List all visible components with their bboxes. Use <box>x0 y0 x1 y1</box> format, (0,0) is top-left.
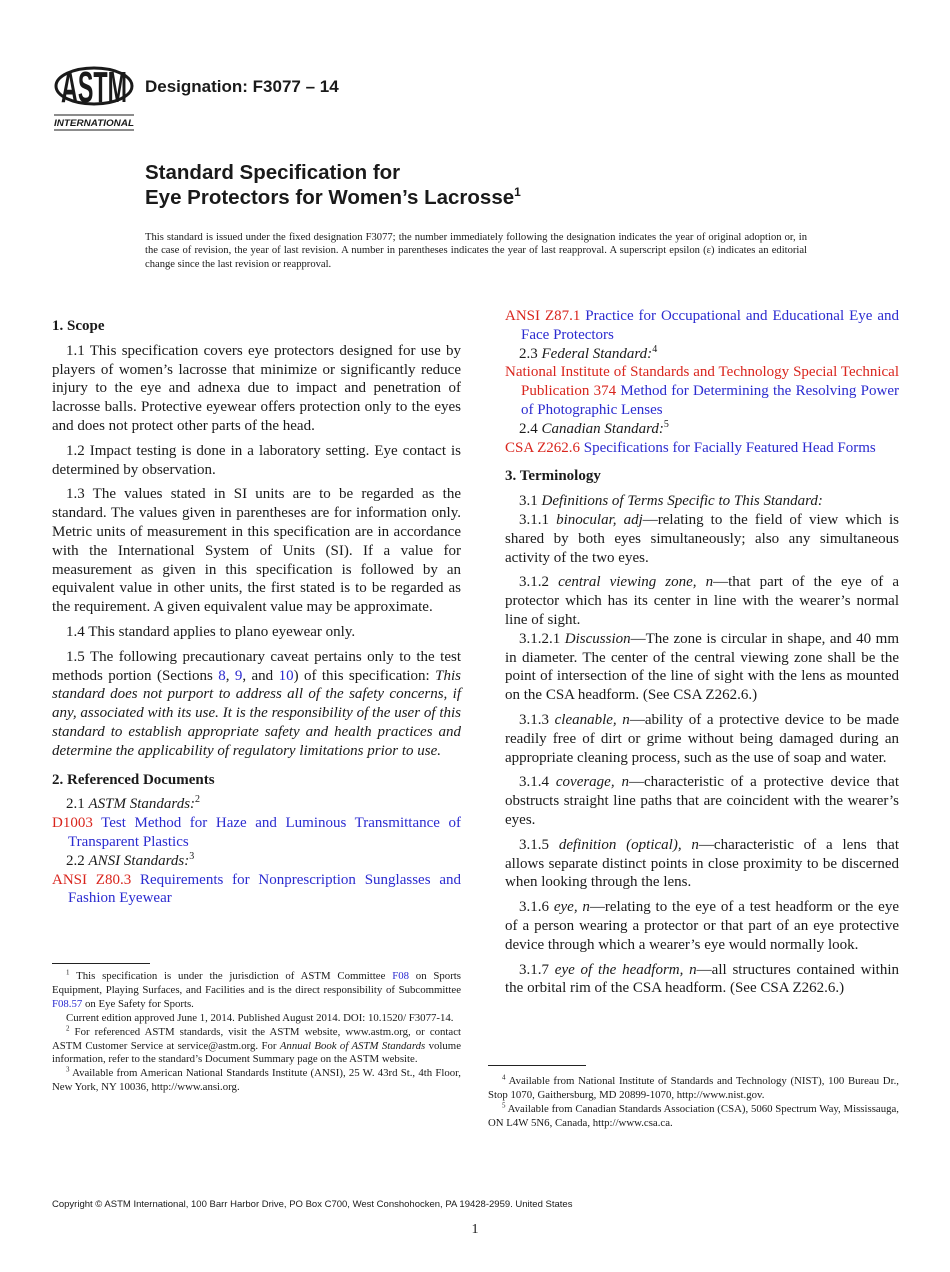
paragraph <box>505 836 899 892</box>
footnote-ref[interactable]: 2 <box>195 794 201 806</box>
text: 1.2 Impact testing is done in a laboratory setting. Eye contact is determined by observation. <box>52 442 461 478</box>
text: definition (optical), n <box>558 836 699 853</box>
text: ANSI Standards: <box>88 852 190 869</box>
text: volume information, refer to the standard’s Document Summary page on the ASTM website. <box>52 1039 461 1066</box>
text: 3.1.1 <box>519 511 557 528</box>
text: —all structures contained within the orbital rim of the CSA headform. (See CSA Z262.6.) <box>505 961 899 997</box>
paragraph <box>52 1026 461 1068</box>
subsection-heading <box>505 345 899 364</box>
section-heading <box>52 317 461 336</box>
footnote-ref[interactable]: 5 <box>663 418 669 430</box>
text: 3.1 <box>519 493 542 510</box>
paragraph <box>52 623 461 642</box>
left-footnotes <box>52 970 461 1095</box>
text: on Eye Safety for Sports. <box>82 997 194 1010</box>
standard-code-link[interactable]: CSA Z262.6 <box>505 439 581 456</box>
svg-text:ASTM: ASTM <box>61 63 127 112</box>
page-number: 1 <box>471 1222 479 1237</box>
text: central viewing zone, n <box>558 574 714 591</box>
right-footnotes <box>488 1075 899 1131</box>
standard-code-link[interactable]: ANSI Z80.3 <box>52 871 132 888</box>
paragraph <box>488 1103 899 1131</box>
right-column <box>505 307 899 1004</box>
text: 1.1 This specification covers eye protectors designed for use by players of women’s lacrosse that minimize or significantly reduce injury to the eye and adnexa due to impact and penetration of lacrosse balls. Protective eyewear offers protection only to the eyes and does not protect other parts of the head. <box>52 342 461 434</box>
paragraph <box>505 898 899 954</box>
footnote-ref[interactable]: 1 <box>66 968 70 977</box>
text: Available from National Institute of Standards and Technology (NIST), 100 Bureau Dr., Stop 1070, Gaithersburg, MD 20899-1070, http://www.nist.gov. <box>488 1075 899 1101</box>
paragraph <box>505 773 899 829</box>
text: , <box>225 667 235 684</box>
section-heading <box>52 771 461 790</box>
link[interactable]: 9 <box>234 667 243 684</box>
astm-logo <box>52 52 136 134</box>
paragraph <box>505 511 899 567</box>
paragraph <box>505 630 899 705</box>
paragraph <box>52 970 461 1012</box>
link[interactable]: Practice for Occupational and Educational Eye and Face Protectors <box>521 308 899 343</box>
subsection-heading <box>52 795 461 814</box>
text: —characteristic of a protective device that obstructs straight line paths that are coincident with the wearer’s eyes. <box>505 774 900 828</box>
text: 1.3 The values stated in SI units are to be regarded as the standard. The values given in parentheses are for information only. Metric units of measurement in this specification are in accordance with the International System of Units (SI). If a value for measurement as given in this specification is followed by an equivalent value in other units, the first stated is to be regarded as the requirement. A given equivalent value may be approximate. <box>52 486 461 616</box>
reference-entry <box>52 871 461 909</box>
paragraph <box>52 1067 461 1095</box>
text: 3.1.7 <box>519 961 555 978</box>
text: 2.4 <box>519 420 542 437</box>
standard-code-link[interactable]: ANSI Z87.1 <box>505 308 581 324</box>
text: This standard does not purport to address all of the safety concerns, if any, associated with its use. It is the responsibility of the user of this standard to establish appropriate safety and health practices and determine the applicability of regulatory limitations prior to use. <box>52 667 461 759</box>
text: Current edition approved June 1, 2014. Published August 2014. DOI: 10.1520/ F3077-14. <box>66 1011 454 1024</box>
text: —The zone is circular in shape, and 40 mm in diameter. The center of the central viewing zone shall be the point of intersection of the line of sight with the lens as mounted on the CSA headform. (See CSA Z262.6.) <box>505 630 899 704</box>
reference-entry <box>505 307 899 345</box>
footnote-rule <box>52 963 150 964</box>
text: 3.1.6 <box>519 899 554 916</box>
text: ASTM Standards: <box>88 796 196 813</box>
text: 3. Terminology <box>505 468 601 485</box>
text: cleanable, n <box>554 711 630 728</box>
text: —relating to the field of view which is shared by both eyes simultaneously; also any simultaneous activity of the two eyes. <box>505 511 900 566</box>
text: 3.1.2.1 <box>519 630 565 647</box>
reference-entry <box>505 363 899 419</box>
subsection-heading <box>505 420 899 439</box>
title-line-1: Standard Specification for <box>145 161 401 184</box>
paragraph <box>52 485 461 617</box>
paragraph <box>52 1012 461 1026</box>
subsection-heading <box>52 852 461 871</box>
text: 3.1.3 <box>519 711 555 728</box>
link[interactable]: 8 <box>218 667 226 684</box>
paragraph <box>488 1075 899 1103</box>
text: —that part of the eye of a protector which has its center in line with the wearer’s normal line of sight. <box>505 574 900 628</box>
text: , and <box>242 667 279 684</box>
text: Available from Canadian Standards Association (CSA), 5060 Spectrum Way, Mississauga, ON L4W 5N6, Canada, http://www.csa.ca. <box>488 1102 899 1129</box>
left-column <box>52 307 461 908</box>
text: —relating to the eye of a test headform or the eye of a person wearing a protector or that part of an eye protective device through which a wearer’s eye would normally look. <box>505 899 899 953</box>
link[interactable]: 10 <box>278 667 294 684</box>
text: binocular, adj <box>556 511 643 528</box>
text: 3.1.5 <box>519 836 559 853</box>
text: eye, n <box>553 899 590 916</box>
paragraph <box>505 492 899 511</box>
footnote-ref[interactable]: 2 <box>66 1024 70 1033</box>
text: eye of the headform, n <box>554 961 697 978</box>
text: coverage, n <box>555 774 629 791</box>
link[interactable]: F08.57 <box>52 997 83 1010</box>
designation: Designation: F3077 – 14 <box>145 77 339 96</box>
footnote-ref[interactable]: 4 <box>652 343 658 355</box>
text: This specification is under the jurisdiction of ASTM Committee <box>69 970 393 982</box>
document-title <box>145 160 521 210</box>
section-heading <box>505 467 899 486</box>
reference-entry <box>505 439 899 458</box>
text: 3.1.2 <box>519 574 559 591</box>
paragraph <box>505 573 899 629</box>
text: Federal Standard: <box>541 345 653 362</box>
text: 2. Referenced Documents <box>52 771 215 788</box>
link[interactable]: Requirements for Nonprescription Sunglasses and Fashion Eyewear <box>68 871 461 907</box>
paragraph <box>505 961 899 999</box>
text: 2.2 <box>66 852 89 869</box>
text: 1.4 This standard applies to plano eyewear only. <box>66 623 356 640</box>
text: on Sports Equipment, Playing Surfaces, and Facilities and is the direct responsibility of Subcommittee <box>52 970 461 996</box>
text: Definitions of Terms Specific to This Standard: <box>541 493 823 510</box>
title-line-2: Eye Protectors for Women’s Lacrosse <box>145 186 515 209</box>
text: Available from American National Standards Institute (ANSI), 25 W. 43rd St., 4th Floor, New York, NY 10036, http://www.ansi.org. <box>52 1067 461 1094</box>
footnote-ref[interactable]: 5 <box>502 1101 506 1110</box>
paragraph <box>505 711 899 767</box>
text: 2.1 <box>66 796 89 813</box>
copyright: Copyright © ASTM International, 100 Barr Harbor Drive, PO Box C700, West Conshohocken, PA 19428-2959. United States <box>52 1199 573 1210</box>
standard-code-link[interactable]: National Institute of Standards and Technology Special Technical Publication 374 <box>505 364 899 400</box>
text: Annual Book of ASTM Standards <box>279 1039 426 1052</box>
paragraph <box>52 648 461 761</box>
paragraph <box>52 342 461 436</box>
text: Canadian Standard: <box>541 420 664 437</box>
title-footnote-mark[interactable]: 1 <box>514 185 521 200</box>
link[interactable]: Test Method for Haze and Luminous Transmittance of Transparent Plastics <box>68 815 461 850</box>
link[interactable]: Method for Determining the Resolving Power of Photographic Lenses <box>521 383 899 418</box>
link[interactable]: F08 <box>392 970 409 982</box>
preamble: This standard is issued under the fixed designation F3077; the number immediately following the designation indicates the year of original adoption or, in the case of revision, the year of last revision. A number in parentheses indicates the year of last reapproval. A superscript epsilon (ε) indicates an editorial change since the last revision or reapproval. <box>145 232 807 270</box>
text: ) of this specification: <box>293 667 436 684</box>
footnote-ref[interactable]: 3 <box>189 850 195 862</box>
standard-code-link[interactable]: D1003 <box>52 815 93 832</box>
text: 3.1.4 <box>519 774 556 791</box>
text: —characteristic of a lens that allows separate distinct points in close proximity to be discerned when looking through the lens. <box>505 836 899 891</box>
text: 2.3 <box>519 345 542 362</box>
text: —ability of a protective device to be made readily free of dirt or grime without being damaged during an appropriate cleaning process, such as the use of soap and water. <box>505 711 900 766</box>
footnote-rule <box>488 1065 586 1066</box>
text: For referenced ASTM standards, visit the ASTM website, www.astm.org, or contact ASTM Customer Service at service@astm.org. For <box>52 1025 461 1052</box>
footnote-ref[interactable]: 3 <box>66 1065 70 1074</box>
svg-text:INTERNATIONAL: INTERNATIONAL <box>54 118 135 129</box>
text: 1. Scope <box>52 318 105 334</box>
reference-entry <box>52 814 461 852</box>
text: 1.5 The following precautionary caveat pertains only to the test methods portion (Sections <box>52 648 461 684</box>
paragraph <box>52 442 461 480</box>
link[interactable]: Specifications for Facially Featured Head Forms <box>580 439 876 456</box>
text: Discussion <box>564 630 631 647</box>
footnote-ref[interactable]: 4 <box>502 1073 506 1082</box>
